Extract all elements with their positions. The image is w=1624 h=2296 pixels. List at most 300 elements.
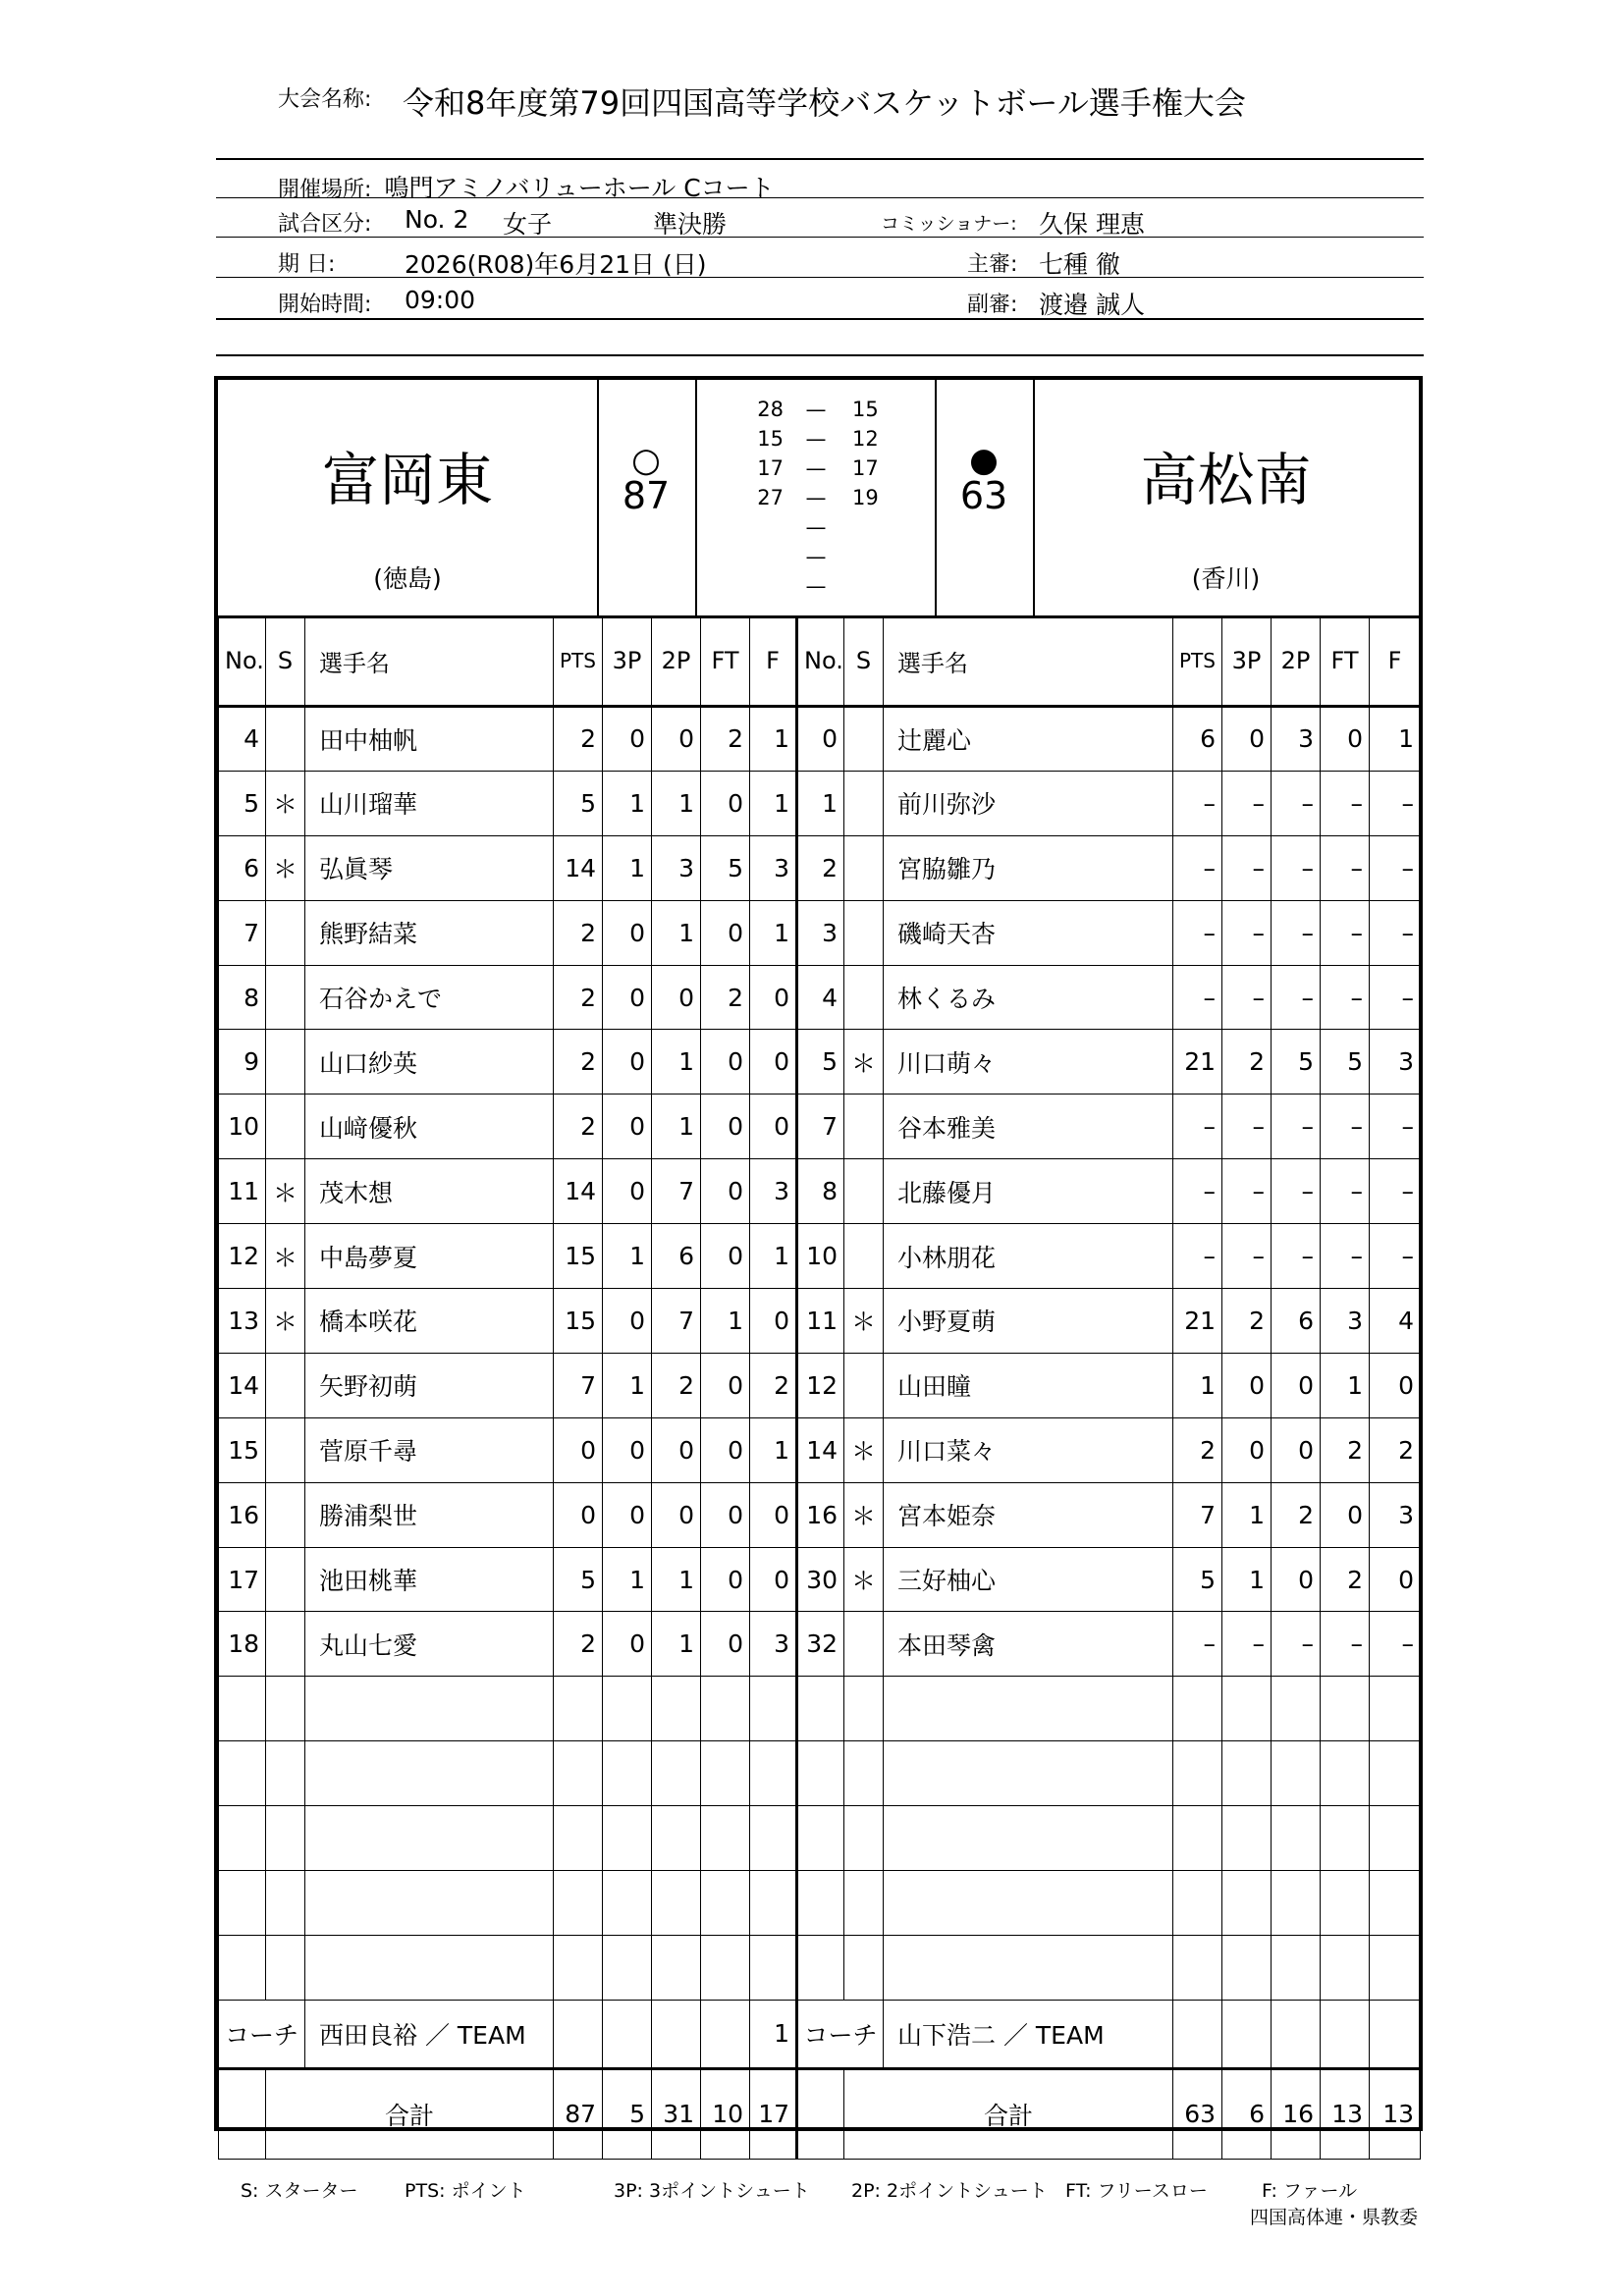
away-column-header-starter: S	[844, 616, 884, 707]
away-ft: 2	[1321, 1547, 1370, 1612]
away-2p: –	[1272, 1612, 1321, 1677]
home-total-2p: 31	[652, 2068, 701, 2159]
away-player-name: 小野夏萌	[884, 1289, 1173, 1354]
away-player-name	[884, 1871, 1173, 1936]
home-player-name: 石谷かえで	[305, 965, 554, 1030]
home-pts: 2	[554, 1030, 603, 1095]
home-player-name	[305, 1806, 554, 1871]
home-fouls	[750, 1935, 797, 2000]
away-starter	[844, 1353, 884, 1417]
home-pts: 5	[554, 1547, 603, 1612]
home-pts: 0	[554, 1417, 603, 1482]
home-player-name: 勝浦梨世	[305, 1482, 554, 1547]
home-total-3p: 5	[603, 2068, 652, 2159]
home-fouls	[750, 1871, 797, 1936]
quarter-home-points: 27	[757, 486, 784, 509]
home-starter: ＊	[266, 1224, 305, 1289]
away-coach-blank	[1272, 2000, 1321, 2068]
home-number: 16	[219, 1482, 266, 1547]
home-2p: 0	[652, 965, 701, 1030]
legend-2p: 2P: 2ポイントシュート	[851, 2180, 1048, 2202]
away-2p: 0	[1272, 1547, 1321, 1612]
quarter-score-row	[695, 486, 935, 515]
home-number: 12	[219, 1224, 266, 1289]
away-player-name: 前川弥沙	[884, 771, 1173, 835]
quarter-dash: —	[805, 398, 827, 421]
home-2p: 0	[652, 1417, 701, 1482]
away-3p: 2	[1222, 1030, 1272, 1095]
away-pts: 21	[1173, 1289, 1222, 1354]
home-starter	[266, 1417, 305, 1482]
home-3p: 1	[603, 771, 652, 835]
home-ft: 2	[701, 965, 750, 1030]
away-number: 16	[797, 1482, 844, 1547]
home-coach-blank	[554, 2000, 603, 2068]
away-fouls: –	[1370, 900, 1421, 965]
away-player-name	[884, 1935, 1173, 2000]
table-row	[219, 1353, 1421, 1417]
home-3p: 0	[603, 1482, 652, 1547]
home-fouls: 3	[750, 1612, 797, 1677]
away-player-name: 宮脇雛乃	[884, 835, 1173, 900]
away-2p	[1272, 1677, 1321, 1741]
away-fouls	[1370, 1935, 1421, 2000]
away-fouls: –	[1370, 1224, 1421, 1289]
away-number: 10	[797, 1224, 844, 1289]
away-starter	[844, 1677, 884, 1741]
home-number: 17	[219, 1547, 266, 1612]
home-total-ft: 10	[701, 2068, 750, 2159]
away-2p: –	[1272, 900, 1321, 965]
away-ft: –	[1321, 1224, 1370, 1289]
home-starter	[266, 1095, 305, 1159]
away-3p: 2	[1222, 1289, 1272, 1354]
table-row	[219, 1612, 1421, 1677]
away-total-ft: 13	[1321, 2068, 1370, 2159]
away-fouls: 1	[1370, 707, 1421, 772]
home-2p: 1	[652, 1030, 701, 1095]
away-player-name: 谷本雅美	[884, 1095, 1173, 1159]
home-number: 15	[219, 1417, 266, 1482]
home-ft: 0	[701, 900, 750, 965]
away-pts: –	[1173, 771, 1222, 835]
home-fouls: 0	[750, 1482, 797, 1547]
away-player-name	[884, 1677, 1173, 1741]
away-starter	[844, 1741, 884, 1806]
home-ft: 0	[701, 1159, 750, 1224]
away-team-name: 高松南	[1140, 447, 1312, 513]
away-fouls: –	[1370, 1159, 1421, 1224]
home-number: 5	[219, 771, 266, 835]
home-fouls	[750, 1677, 797, 1741]
away-column-header-player-name: 選手名	[884, 616, 1173, 707]
away-number	[797, 1871, 844, 1936]
home-2p: 1	[652, 900, 701, 965]
away-3p	[1222, 1806, 1272, 1871]
away-number: 7	[797, 1095, 844, 1159]
away-column-header-pts: PTS	[1173, 616, 1222, 707]
home-number: 8	[219, 965, 266, 1030]
home-ft: 0	[701, 1224, 750, 1289]
away-pts: –	[1173, 1224, 1222, 1289]
home-number	[219, 1871, 266, 1936]
home-starter: ＊	[266, 1289, 305, 1354]
home-starter	[266, 1677, 305, 1741]
home-player-name: 菅原千尋	[305, 1417, 554, 1482]
away-number: 2	[797, 835, 844, 900]
quarter-scores	[695, 398, 935, 604]
home-fouls	[750, 1806, 797, 1871]
table-row	[219, 1289, 1421, 1354]
home-pts	[554, 1806, 603, 1871]
home-column-header-starter: S	[266, 616, 305, 707]
home-ft: 0	[701, 1095, 750, 1159]
home-player-name: 山﨑優秋	[305, 1095, 554, 1159]
away-3p: 1	[1222, 1482, 1272, 1547]
table-row	[219, 1224, 1421, 1289]
venue-label: 開催場所:	[278, 178, 372, 202]
away-starter	[844, 1935, 884, 2000]
home-player-name	[305, 1935, 554, 2000]
home-ft	[701, 1677, 750, 1741]
away-fouls: –	[1370, 1612, 1421, 1677]
home-2p: 1	[652, 1547, 701, 1612]
home-fouls: 1	[750, 1417, 797, 1482]
away-3p: 0	[1222, 1417, 1272, 1482]
divider	[216, 158, 1424, 160]
home-player-name: 池田桃華	[305, 1547, 554, 1612]
home-number: 9	[219, 1030, 266, 1095]
category-label: 試合区分:	[278, 212, 372, 237]
home-ft: 0	[701, 1417, 750, 1482]
away-ft: 3	[1321, 1289, 1370, 1354]
commissioner-label: コミッショナー:	[881, 213, 1017, 235]
away-fouls: 2	[1370, 1417, 1421, 1482]
home-2p: 1	[652, 771, 701, 835]
home-total-fouls: 17	[750, 2068, 797, 2159]
away-fouls	[1370, 1741, 1421, 1806]
away-2p: 3	[1272, 707, 1321, 772]
home-ft	[701, 1871, 750, 1936]
away-score: 63	[959, 474, 1008, 517]
away-number: 4	[797, 965, 844, 1030]
home-pts: 0	[554, 1482, 603, 1547]
away-starter: ＊	[844, 1030, 884, 1095]
away-number: 14	[797, 1417, 844, 1482]
away-ft: –	[1321, 1095, 1370, 1159]
home-ft: 0	[701, 1353, 750, 1417]
quarter-home-points: 17	[757, 456, 784, 480]
away-number: 11	[797, 1289, 844, 1354]
home-fouls: 0	[750, 1095, 797, 1159]
away-ft: –	[1321, 965, 1370, 1030]
away-ft	[1321, 1935, 1370, 2000]
away-ft: 5	[1321, 1030, 1370, 1095]
home-coach-name: 西田良裕 ／ TEAM	[305, 2000, 554, 2068]
home-starter	[266, 707, 305, 772]
away-fouls: –	[1370, 835, 1421, 900]
away-total-fouls: 13	[1370, 2068, 1421, 2159]
away-starter	[844, 1871, 884, 1936]
away-pts: –	[1173, 965, 1222, 1030]
away-ft: 0	[1321, 707, 1370, 772]
away-3p: 0	[1222, 1353, 1272, 1417]
home-coach-fouls: 1	[750, 2000, 797, 2068]
away-2p: 0	[1272, 1417, 1321, 1482]
quarter-score-row	[695, 456, 935, 486]
quarter-away-points: 17	[852, 456, 879, 480]
legend-3p: 3P: 3ポイントシュート	[614, 2180, 810, 2202]
away-pts: –	[1173, 1612, 1222, 1677]
umpire: 渡邉 誠人	[1039, 291, 1145, 319]
away-starter: ＊	[844, 1289, 884, 1354]
quarter-score-row	[695, 398, 935, 427]
home-3p: 0	[603, 1612, 652, 1677]
divider	[216, 277, 1424, 278]
home-pts: 2	[554, 900, 603, 965]
away-ft: –	[1321, 900, 1370, 965]
home-starter	[266, 965, 305, 1030]
home-totals-blank	[219, 2068, 266, 2159]
totals-row	[219, 2068, 1421, 2159]
away-number	[797, 1677, 844, 1741]
away-player-name: 山田瞳	[884, 1353, 1173, 1417]
home-player-name: 橋本咲花	[305, 1289, 554, 1354]
away-pts: 2	[1173, 1417, 1222, 1482]
away-fouls: 4	[1370, 1289, 1421, 1354]
home-number: 11	[219, 1159, 266, 1224]
away-2p: 6	[1272, 1289, 1321, 1354]
away-2p: 0	[1272, 1353, 1321, 1417]
away-3p: –	[1222, 900, 1272, 965]
home-pts: 5	[554, 771, 603, 835]
home-2p	[652, 1741, 701, 1806]
away-pts	[1173, 1741, 1222, 1806]
home-number	[219, 1741, 266, 1806]
scoresheet	[214, 376, 1423, 2131]
away-ft: –	[1321, 1159, 1370, 1224]
home-ft	[701, 1806, 750, 1871]
home-column-header-ft: FT	[701, 616, 750, 707]
home-fouls: 3	[750, 1159, 797, 1224]
away-starter: ＊	[844, 1482, 884, 1547]
home-2p	[652, 1806, 701, 1871]
away-starter	[844, 1224, 884, 1289]
away-player-name: 小林朋花	[884, 1224, 1173, 1289]
away-starter	[844, 1612, 884, 1677]
away-2p	[1272, 1806, 1321, 1871]
home-pts	[554, 1677, 603, 1741]
away-2p: –	[1272, 965, 1321, 1030]
home-starter	[266, 1806, 305, 1871]
quarter-dash: —	[805, 515, 827, 539]
away-ft: 2	[1321, 1417, 1370, 1482]
table-row	[219, 1935, 1421, 2000]
home-fouls: 0	[750, 965, 797, 1030]
away-fouls: 0	[1370, 1353, 1421, 1417]
away-coach-name: 山下浩二 ／ TEAM	[884, 2000, 1173, 2068]
home-3p: 0	[603, 1030, 652, 1095]
divider	[216, 237, 1424, 238]
away-coach-blank	[1222, 2000, 1272, 2068]
away-ft: 0	[1321, 1482, 1370, 1547]
referee: 七種 徹	[1039, 250, 1120, 279]
away-pts: 7	[1173, 1482, 1222, 1547]
away-starter	[844, 835, 884, 900]
away-pts: –	[1173, 900, 1222, 965]
home-3p: 0	[603, 707, 652, 772]
home-starter: ＊	[266, 1159, 305, 1224]
home-pts	[554, 1871, 603, 1936]
quarter-away-points: 15	[852, 398, 879, 421]
away-pts	[1173, 1677, 1222, 1741]
away-number: 5	[797, 1030, 844, 1095]
away-number	[797, 1741, 844, 1806]
category-row	[278, 207, 371, 238]
away-fouls: 3	[1370, 1482, 1421, 1547]
away-starter	[844, 1159, 884, 1224]
away-fouls: –	[1370, 965, 1421, 1030]
away-number	[797, 1935, 844, 2000]
home-number: 6	[219, 835, 266, 900]
home-ft: 2	[701, 707, 750, 772]
home-number	[219, 1806, 266, 1871]
home-starter	[266, 900, 305, 965]
home-2p: 2	[652, 1353, 701, 1417]
home-player-name: 田中柚帆	[305, 707, 554, 772]
home-starter	[266, 1030, 305, 1095]
away-column-header-ft: FT	[1321, 616, 1370, 707]
home-fouls: 2	[750, 1353, 797, 1417]
home-fouls: 0	[750, 1289, 797, 1354]
legend-f: F: ファール	[1262, 2180, 1358, 2202]
away-pts: 1	[1173, 1353, 1222, 1417]
commissioner: 久保 理恵	[1039, 210, 1145, 239]
away-pts: 5	[1173, 1547, 1222, 1612]
home-2p	[652, 1935, 701, 2000]
home-team-prefecture: (徳島)	[373, 564, 442, 593]
home-starter	[266, 1547, 305, 1612]
away-starter: ＊	[844, 1547, 884, 1612]
home-2p: 7	[652, 1159, 701, 1224]
home-pts: 15	[554, 1224, 603, 1289]
away-team-prefecture: (香川)	[1191, 564, 1261, 593]
away-2p: 5	[1272, 1030, 1321, 1095]
home-starter	[266, 1935, 305, 2000]
home-2p	[652, 1871, 701, 1936]
divider	[216, 354, 1424, 356]
home-3p: 0	[603, 900, 652, 965]
quarter-score-row	[695, 574, 935, 604]
away-pts	[1173, 1935, 1222, 2000]
home-3p	[603, 1677, 652, 1741]
quarter-score-row	[695, 545, 935, 574]
home-number	[219, 1935, 266, 2000]
home-column-header-pts: PTS	[554, 616, 603, 707]
home-ft	[701, 1741, 750, 1806]
away-fouls	[1370, 1677, 1421, 1741]
home-starter	[266, 1353, 305, 1417]
away-player-name	[884, 1741, 1173, 1806]
tournament-label: 大会名称:	[278, 87, 372, 112]
home-3p: 0	[603, 965, 652, 1030]
home-column-header-number: No.	[219, 616, 266, 707]
quarter-dash: —	[805, 574, 827, 598]
divider	[216, 318, 1424, 320]
legend-starter: S: スターター	[241, 2180, 358, 2202]
home-coach-blank	[603, 2000, 652, 2068]
home-number: 13	[219, 1289, 266, 1354]
away-starter	[844, 900, 884, 965]
home-fouls: 3	[750, 835, 797, 900]
home-3p: 0	[603, 1417, 652, 1482]
quarter-dash: —	[805, 427, 827, 451]
date: 2026(R08)年6月21日 (日)	[405, 250, 707, 279]
away-2p	[1272, 1871, 1321, 1936]
away-3p: –	[1222, 835, 1272, 900]
away-number: 8	[797, 1159, 844, 1224]
away-fouls: –	[1370, 771, 1421, 835]
away-pts: –	[1173, 1095, 1222, 1159]
home-score: 87	[622, 474, 671, 517]
table-row	[219, 1677, 1421, 1741]
home-3p: 1	[603, 835, 652, 900]
away-pts	[1173, 1871, 1222, 1936]
home-column-header-3p: 3P	[603, 616, 652, 707]
home-player-name	[305, 1677, 554, 1741]
home-fouls: 0	[750, 1030, 797, 1095]
away-ft: –	[1321, 835, 1370, 900]
away-player-name: 本田琴禽	[884, 1612, 1173, 1677]
home-column-header-player-name: 選手名	[305, 616, 554, 707]
home-3p: 0	[603, 1289, 652, 1354]
home-fouls: 1	[750, 771, 797, 835]
home-pts: 14	[554, 1159, 603, 1224]
away-player-name: 川口萌々	[884, 1030, 1173, 1095]
home-number: 18	[219, 1612, 266, 1677]
table-header-row	[219, 616, 1421, 707]
quarter-home-points: 15	[757, 427, 784, 451]
coach-row	[219, 2000, 1421, 2068]
away-3p: –	[1222, 1224, 1272, 1289]
away-starter	[844, 965, 884, 1030]
away-3p	[1222, 1871, 1272, 1936]
home-player-name: 丸山七愛	[305, 1612, 554, 1677]
home-result-mark: ○	[631, 441, 661, 480]
home-pts: 7	[554, 1353, 603, 1417]
away-ft	[1321, 1871, 1370, 1936]
home-3p	[603, 1935, 652, 2000]
away-3p: –	[1222, 771, 1272, 835]
home-starter	[266, 1482, 305, 1547]
away-ft: –	[1321, 1612, 1370, 1677]
home-2p: 3	[652, 835, 701, 900]
away-ft	[1321, 1741, 1370, 1806]
home-number: 10	[219, 1095, 266, 1159]
umpire-label: 副審:	[967, 293, 1018, 317]
away-number: 1	[797, 771, 844, 835]
away-starter	[844, 1095, 884, 1159]
away-coach-blank	[1173, 2000, 1222, 2068]
tournament-name: 令和8年度第79回四国高等学校バスケットボール選手権大会	[403, 84, 1246, 122]
home-totals-label: 合計	[266, 2068, 554, 2159]
away-coach-fouls	[1370, 2000, 1421, 2068]
home-starter: ＊	[266, 771, 305, 835]
home-3p: 0	[603, 1159, 652, 1224]
home-pts: 2	[554, 707, 603, 772]
home-pts	[554, 1935, 603, 2000]
table-row	[219, 1871, 1421, 1936]
